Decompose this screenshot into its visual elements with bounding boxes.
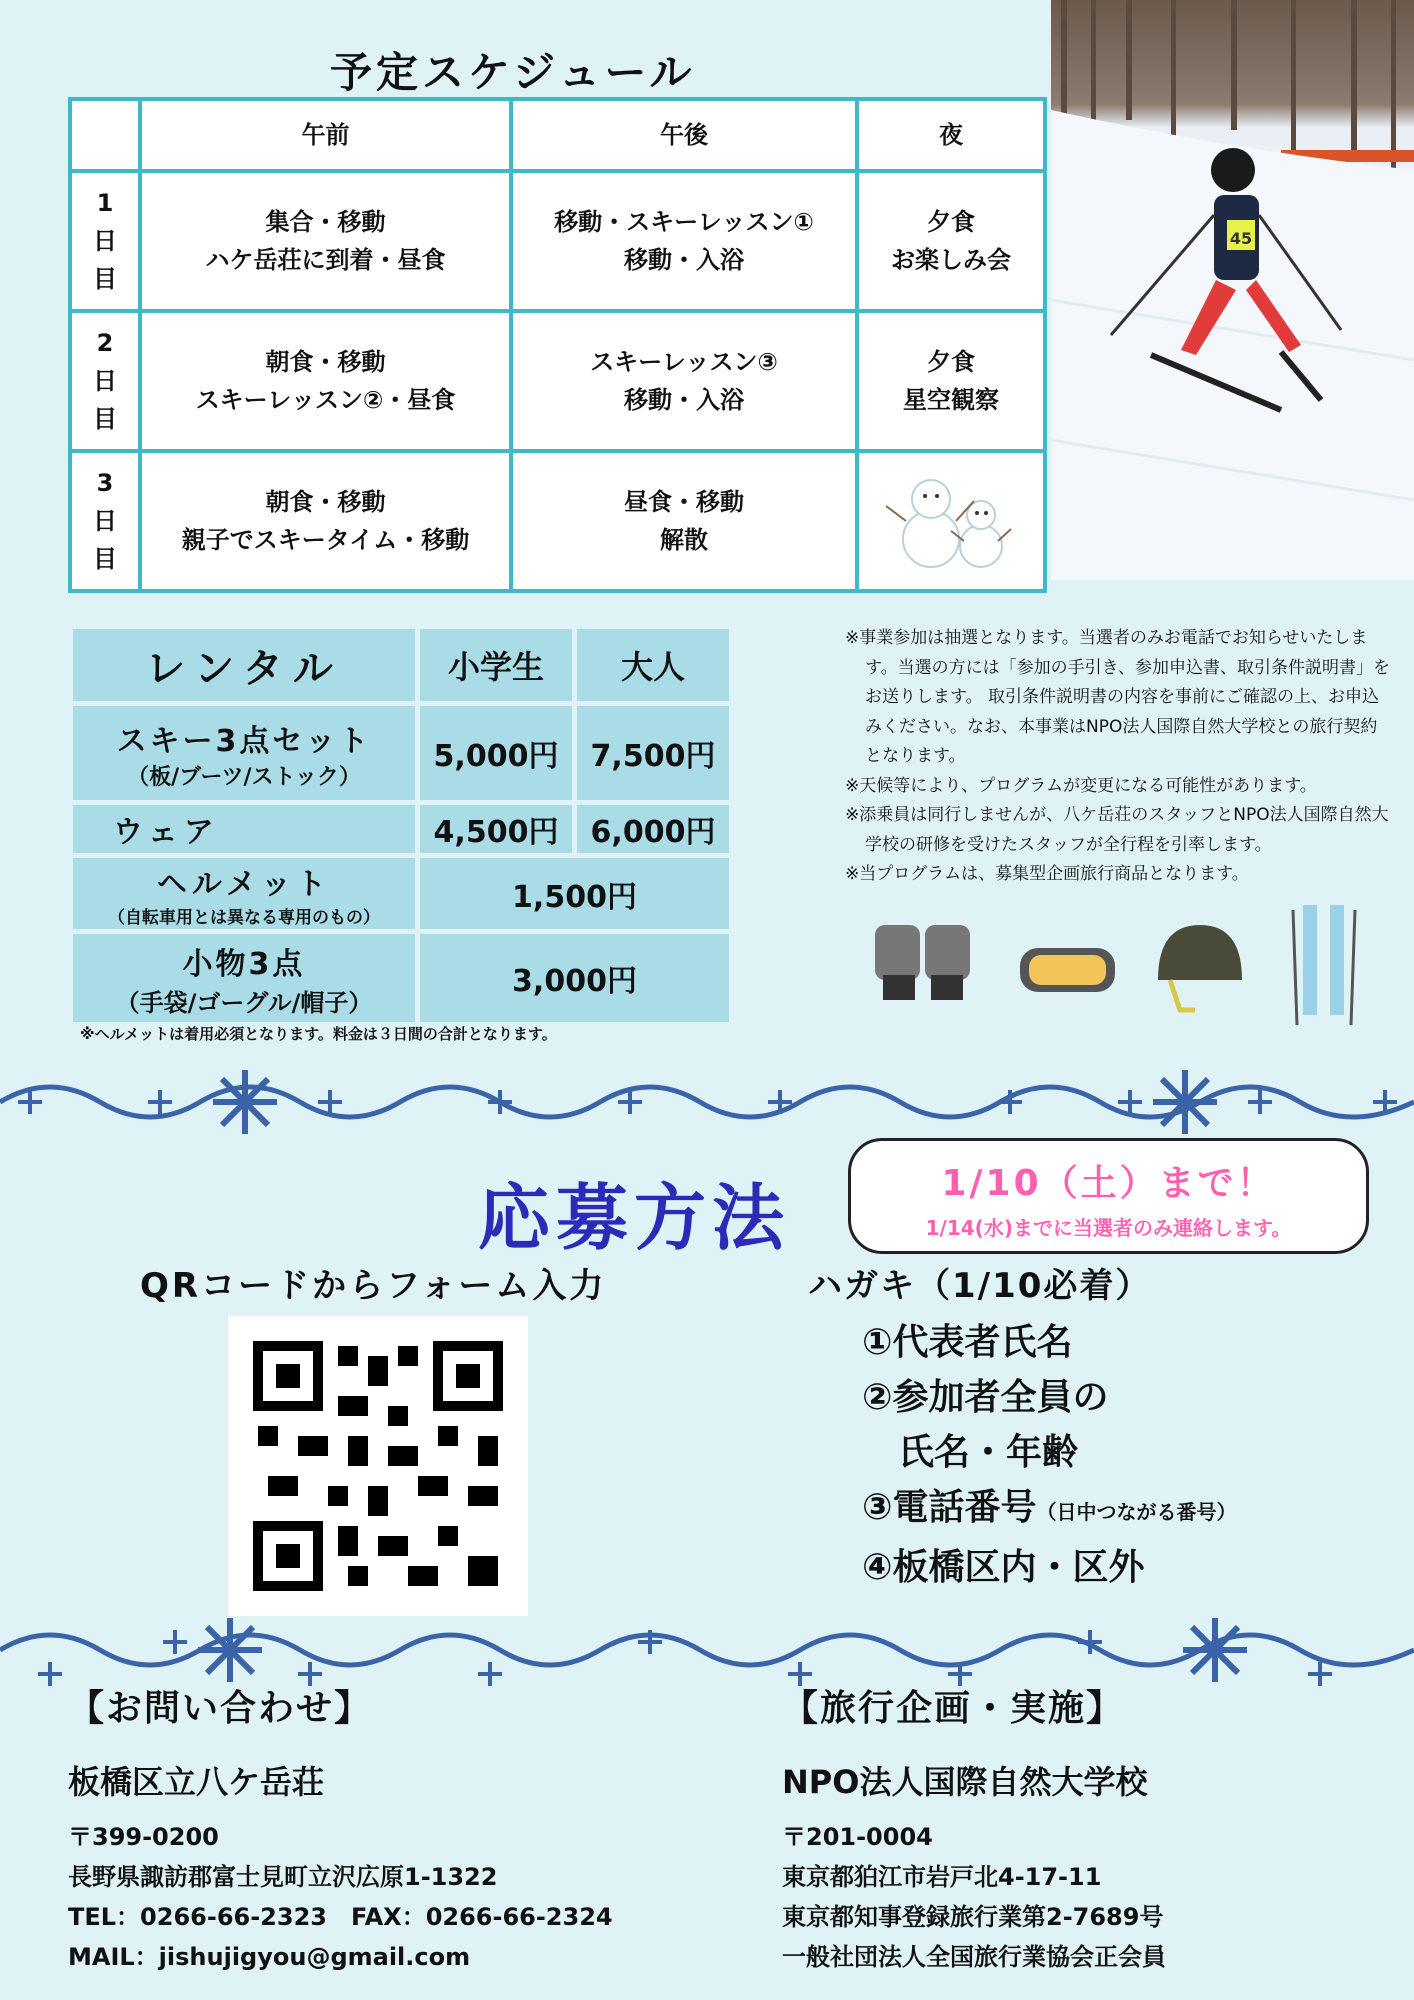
rental-note: ※ヘルメットは着用必須となります。料金は３日間の合計となります。 [80, 1025, 557, 1043]
qr-title: QRコードからフォーム入力 [140, 1266, 607, 1306]
note-item: ※当プログラムは、募集型企画旅行商品となります。 [845, 864, 1249, 884]
rental-item-name: ヘルメット [156, 867, 332, 902]
schedule-header-row [70, 99, 1045, 171]
schedule-pm: スキーレッスン③ 移動・入浴 [511, 311, 857, 451]
postcard-item: ④板橋区内・区外 [862, 1547, 1145, 1588]
rental-item-name: 小物3点 [182, 946, 306, 982]
rental-child-price: 4,500円 [420, 805, 572, 853]
organizer-zip: 〒201-0004 [782, 1823, 933, 1851]
postcard-item: ①代表者氏名 [862, 1322, 1073, 1363]
contact-block [68, 1680, 708, 1977]
notice-text: 1/14(水)までに当選者のみ連絡します。 [925, 1216, 1292, 1240]
rental-row [73, 706, 729, 800]
contact-org: 板橋区立八ケ岳荘 [68, 1763, 325, 1801]
notes-block [845, 624, 1390, 890]
schedule-table [68, 97, 1047, 593]
schedule-row [70, 311, 1045, 451]
note-item: ※天候等により、プログラムが変更になる可能性があります。 [845, 775, 1317, 796]
contact-mail[interactable]: MAIL：jishujigyou@gmail.com [68, 1943, 471, 1971]
rental-item-sub: （自転車用とは異なる専用のもの） [108, 908, 380, 928]
rental-row [73, 805, 729, 853]
phone-note: （日中つながる番号） [1036, 1500, 1237, 1524]
rental-item-sub: （板/ブーツ/ストック） [127, 764, 361, 790]
helmet-icon [1150, 915, 1250, 1020]
organizer-registration: 東京都知事登録旅行業第2-7689号 [782, 1903, 1164, 1931]
rental-item-name: スキー3点セット [116, 723, 372, 759]
organizer-membership: 一般社団法人全国旅行業協会正会員 [782, 1943, 1166, 1971]
contact-zip: 〒399-0200 [68, 1823, 219, 1851]
schedule-day: 1 日 目 [70, 171, 140, 311]
note-item: ※添乗員は同行しませんが、八ケ岳荘のスタッフとNPO法人国際自然大学校の研修を受けたスタッフが全行程を引率します。 [845, 805, 1389, 855]
rental-col-child: 小学生 [420, 629, 572, 701]
rental-adult-price: 6,000円 [577, 805, 729, 853]
postcard-item: ③電話番号 [862, 1487, 1037, 1528]
schedule-pm: 昼食・移動 解散 [511, 451, 857, 591]
postcard-title: ハガキ（1/10必着） [808, 1266, 1152, 1306]
postcard-item: 氏名・年齢 [862, 1432, 1079, 1473]
rental-table [68, 624, 734, 1027]
schedule-pm: 移動・スキーレッスン① 移動・入浴 [511, 171, 857, 311]
schedule-header-night: 夜 [857, 99, 1045, 171]
rental-child-price: 5,000円 [420, 706, 572, 800]
contact-address: 長野県諏訪郡富士見町立沢広原1-1322 [68, 1863, 498, 1891]
rental-item-sub: （手袋/ゴーグル/帽子） [115, 988, 373, 1017]
schedule-row [70, 171, 1045, 311]
rental-row [73, 858, 729, 929]
schedule-day: 3 日 目 [70, 451, 140, 591]
postcard-items [862, 1315, 1236, 1595]
rental-item-name: ウェア [73, 805, 415, 853]
schedule-night: 夕食 お楽しみ会 [857, 171, 1045, 311]
rental-price: 3,000円 [420, 934, 729, 1022]
contact-heading: 【お問い合わせ】 [68, 1688, 373, 1729]
schedule-row [70, 451, 1045, 591]
note-item: ※事業参加は抽選となります。当選者のみお電話でお知らせいたします。当選の方には「参加の手引き、参加申込書、取引条件説明書」をお送りします。 取引条件説明書の内容を事前にご確認の上、お申込みください。なお、本事業はNPO法人国際自然大学校との旅行契約となります。 [845, 628, 1390, 766]
deadline-bubble [848, 1138, 1369, 1254]
rental-col-adult: 大人 [577, 629, 729, 701]
schedule-night: 夕食 星空観察 [857, 311, 1045, 451]
schedule-day: 2 日 目 [70, 311, 140, 451]
skier-photo [1051, 0, 1414, 580]
skis-icon [1285, 900, 1375, 1030]
qr-code[interactable] [228, 1316, 528, 1616]
contact-telfax: TEL：0266-66-2323 FAX：0266-66-2324 [68, 1903, 613, 1931]
schedule-header-pm: 午後 [511, 99, 857, 171]
rental-adult-price: 7,500円 [577, 706, 729, 800]
bib-number: 45 [1229, 229, 1253, 248]
rental-header: レンタル [73, 629, 415, 701]
organizer-org: NPO法人国際自然大学校 [782, 1763, 1148, 1801]
schedule-am: 朝食・移動 スキーレッスン②・昼食 [140, 311, 511, 451]
snowman-illustration [857, 451, 1045, 591]
schedule-am: 朝食・移動 親子でスキータイム・移動 [140, 451, 511, 591]
schedule-am: 集合・移動 ハケ岳荘に到着・昼食 [140, 171, 511, 311]
schedule-header-blank [70, 99, 140, 171]
organizer-block [782, 1680, 1382, 1977]
postcard-item: ②参加者全員の [862, 1377, 1109, 1418]
apply-title: 応募方法 [478, 1176, 791, 1260]
rental-header-row [73, 629, 729, 701]
organizer-address: 東京都狛江市岩戸北4-17-11 [782, 1863, 1102, 1891]
rental-row [73, 934, 729, 1022]
goggles-icon [1015, 940, 1120, 1000]
rental-price: 1,500円 [420, 858, 729, 929]
organizer-heading: 【旅行企画・実施】 [782, 1688, 1125, 1729]
deadline-text: 1/10（土）まで！ [941, 1163, 1276, 1204]
gloves-icon [865, 900, 985, 1015]
schedule-header-am: 午前 [140, 99, 511, 171]
schedule-title: 予定スケジュール [330, 48, 696, 97]
